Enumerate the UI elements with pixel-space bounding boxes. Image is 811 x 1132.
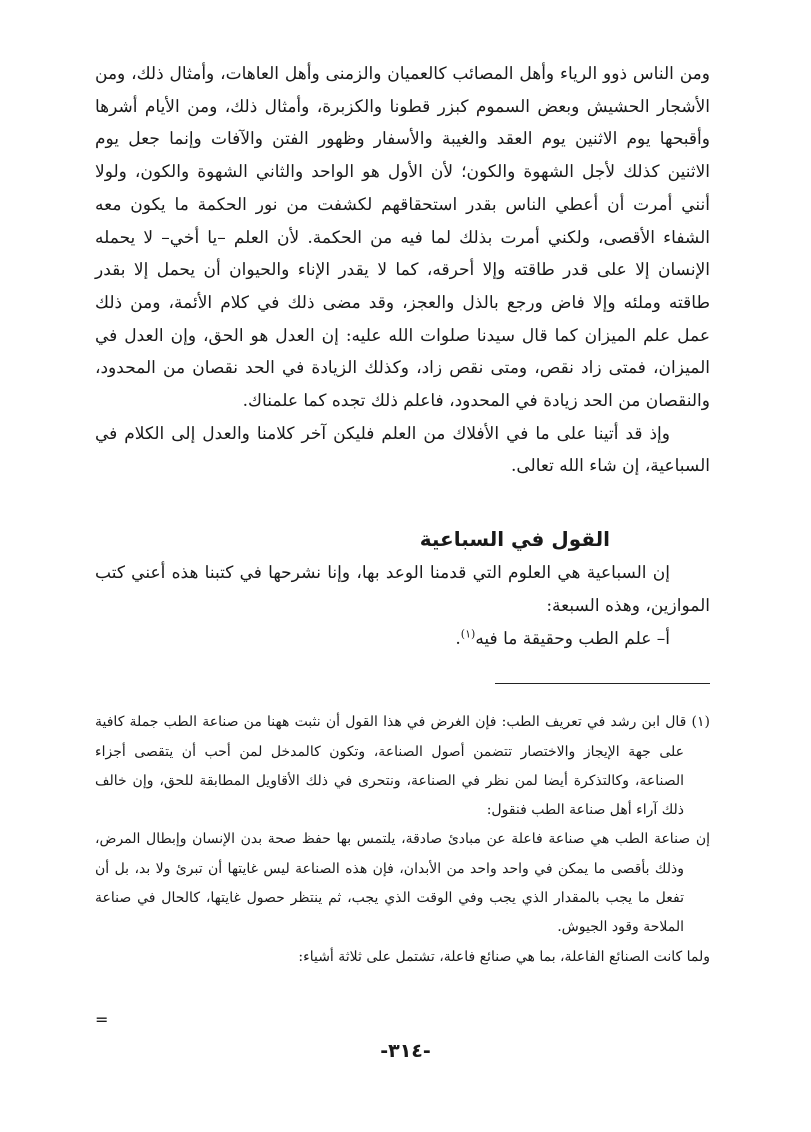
list-item-text: أ– علم الطب وحقيقة ما فيه: [475, 628, 670, 649]
list-item-medicine: [95, 623, 710, 656]
footnote-1-text: قال ابن رشد في تعريف الطب: فإن الغرض في هذا القول أن نثبت ههنا من صناعة الطب جملة كافية على جهة الإيجاز والاختصار تتضمن أصول الصناعة، وتكون كالمدخل لمن أحب أن يتقصى أجزاء الصناعة، وكالتذكرة أيضا لمن نظر في الصناعة، ونتحرى في ذلك الأقاويل المطابقة للحق، وإن خالف ذلك آراء أهل صناعة الطب فنقول:: [95, 714, 687, 819]
footnote-1-para-3: ولما كانت الصنائع الفاعلة، بما هي صنائع فاعلة، تشتمل على ثلاثة أشياء:: [298, 948, 710, 965]
section-heading: القول في السباعية: [419, 527, 610, 552]
page-number: -٣١٤-: [380, 1040, 431, 1062]
continuation-mark: =: [95, 1010, 109, 1029]
footnotes: [95, 708, 710, 972]
footnote-1-marker: (١): [691, 714, 710, 731]
page-content: [95, 58, 710, 972]
footnote-1-para-1: [95, 708, 710, 825]
footnote-ref: (١): [460, 626, 476, 640]
footnote-1-para-2: إن صناعة الطب هي صناعة فاعلة عن مبادئ صادقة، يلتمس بها حفظ صحة بدن الإنسان وإبطال المرض، وذلك بأقصى ما يمكن في واحد واحد من الأبدان، فإن هذه الصناعة ليس غايتها أن تبرئ ولا بد، بل أن تفعل ما يجب بالمقدار الذي يجب وفي الوقت الذي يجب، ثم ينتظر حصول غايتها، كالحال في صناعة الملاحة وقود الجيوش.: [95, 831, 710, 936]
list-item-end: .: [455, 628, 461, 649]
section-paragraph: إن السباعية هي العلوم التي قدمنا الوعد بها، وإنا نشرحها في كتبنا هذه أعني كتب الموازين، وهذه السبعة:: [95, 563, 710, 616]
main-text: [95, 58, 710, 655]
body-paragraph-2: وإذ قد أتينا على ما في الأفلاك من العلم فليكن آخر كلامنا والعدل إلى الكلام في السباعية، إن شاء الله تعالى.: [95, 423, 710, 477]
footnote-separator: [495, 683, 710, 684]
body-paragraph-1: ومن الناس ذوو الرياء وأهل المصائب كالعميان والزمنى وأهل العاهات، وأمثال ذلك، ومن الأشجار الحشيش وبعض السموم كبزر قطونا والكزبرة، وأمثال ذلك، ومن الأيام أشرها وأقبحها يوم الاثنين يوم العقد والغيبة والأسفار وظهور الفتن والآفات وإنما جعل يوم الاثنين كذلك لأجل الشهوة والكون؛ لأن الأول هو الواحد والثاني الشهوة والكون، ولولا أنني أمرت أن أعطي الناس بقدر استحقاقهم لكشفت من نور الحكمة ما يكون معه الشفاء الأقصى، ولكني أمرت بذلك لما فيه من الحكمة. لأن العلم –يا أخي– لا يحمله الإنسان إلا على قدر طاقته وإلا أحرقه، كما لا يقدر الإناء والحيوان أن يحمل إلا بقدر طاقته وملئه وإلا فاض ورجع بالذل والعجز، وقد مضى ذلك في كلام الأئمة، ومن ذلك عمل علم الميزان كما قال سيدنا صلوات الله عليه: إن العدل هو الحق، وإن العدل في الميزان، فمتى زاد نقص، ومتى نقص زاد، وكذلك الزيادة في الحد نقصان من المحدود، والنقصان من الحد زيادة في المحدود، فاعلم ذلك تجده كما علمناك.: [95, 64, 710, 412]
